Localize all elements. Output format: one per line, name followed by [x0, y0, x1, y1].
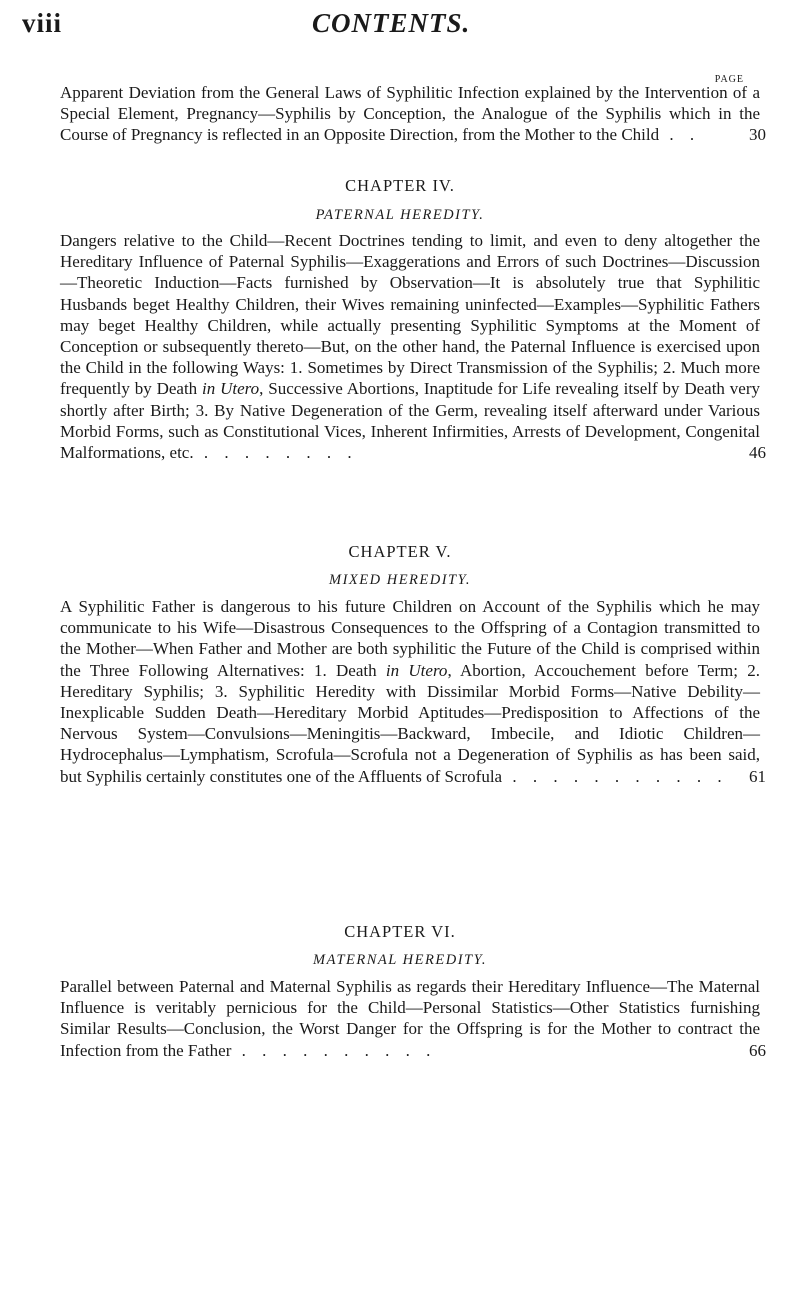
contents-entry-chapter-iv — [60, 230, 766, 463]
page-number: viii — [22, 8, 63, 38]
entry-text-italic: in Utero — [385, 660, 448, 680]
entry-text-italic: in Utero — [202, 379, 260, 399]
chapter-heading-iv: CHAPTER IV. — [345, 176, 455, 195]
running-head — [0, 8, 800, 48]
entry-text: Apparent Deviation from the General Laws of Syphilitic Infection explained by the Intervention of a Special Element, Pregnancy—Syphilis by Conception, the Analogue of the Syphilis which in the Course of Pregnancy is reflected in an Opposite Direction, from the Mother to the Child — [60, 83, 760, 145]
contents-entry-chapter-vi — [60, 976, 766, 1061]
page-reference: 46 — [749, 443, 766, 463]
leader-dots: . . . . . . . . — [193, 443, 358, 463]
contents-entry-intro — [60, 82, 766, 146]
entry-text-after: , Abortion, Accouchement before Term; 2. Hereditary Syphilis; 3. Syphilitic Heredity with Dissimilar Morbid Forms—Native Debility—Inexplicable Sudden Death—Hereditary Morbid Aptitudes—Predisposition to Affections of the Nervous System—Convulsions—Meningitis—Backward, Imbecile, and Idiotic Children—Hydrocephalus—Lymphatism, Scrofula—Scrofula not a Degeneration of Syphilis as has been said, but Syphilis certainly constitutes one of the Affluents of Scrofula — [60, 660, 760, 786]
chapter-subtitle-vi: MATERNAL HEREDITY. — [313, 952, 487, 968]
leader-dots: . . — [659, 125, 701, 145]
page-column-label: PAGE — [714, 74, 744, 85]
chapter-heading-vi: CHAPTER VI. — [344, 922, 456, 941]
page-reference: 30 — [749, 125, 766, 145]
entry-text-before: A Syphilitic Father is dangerous to his future Children on Account of the Syphilis which he may communicate to his Wife—Disastrous Consequences to the Offspring of a Contagion transmitted to the Mother—When Father and Mother are both syphilitic the Future of the Child is comprised within the Three Following Alternatives: 1. Death — [60, 597, 760, 680]
chapter-subtitle-v: MIXED HEREDITY. — [329, 572, 471, 588]
contents-entry-chapter-v — [60, 596, 766, 787]
page-reference: 61 — [749, 766, 766, 786]
chapter-subtitle-iv: PATERNAL HEREDITY. — [315, 207, 485, 223]
chapter-heading-v: CHAPTER V. — [348, 542, 452, 561]
page-reference: 66 — [749, 1040, 766, 1060]
leader-dots: . . . . . . . . . . . — [502, 766, 728, 786]
entry-text-before: Parallel between Paternal and Maternal Syphilis as regards their Hereditary Influence—The Maternal Influence is veritably pernicious for the Child—Personal Statistics—Other Statistics furnishing Similar Results—Conclusion, the Worst Danger for the Offspring is for the Mother to contract the Infection from the Father — [60, 977, 760, 1060]
leader-dots: . . . . . . . . . . — [231, 1040, 437, 1060]
entry-text-after: , Successive Abortions, Inaptitude for Life revealing itself by Death very shortly after Birth; 3. By Native Degeneration of the Germ, revealing itself afterward under Various Morbid Forms, such as Constitutional Vices, Inherent Infirmities, Arrests of Development, Congenital Malformations, etc. — [60, 379, 760, 463]
running-title: CONTENTS. — [312, 8, 471, 38]
entry-text-before: Dangers relative to the Child—Recent Doctrines tending to limit, and even to deny altogether the Hereditary Influence of Paternal Syphilis—Exaggerations and Errors of such Doctrines—Discussion—Theoretic Induction—Facts furnished by Observation—It is absolutely true that Syphilitic Husbands beget Healthy Children, their Wives remaining uninfected—Examples—Syphilitic Fathers may beget Healthy Children, while actually presenting Syphilitic Symptoms at the Moment of Conception or subsequently thereto—But, on the other hand, the Paternal Influence is exercised upon the Child in the following Ways: 1. Sometimes by Direct Transmission of the Syphilis; 2. Much more frequently by Death — [60, 231, 760, 399]
